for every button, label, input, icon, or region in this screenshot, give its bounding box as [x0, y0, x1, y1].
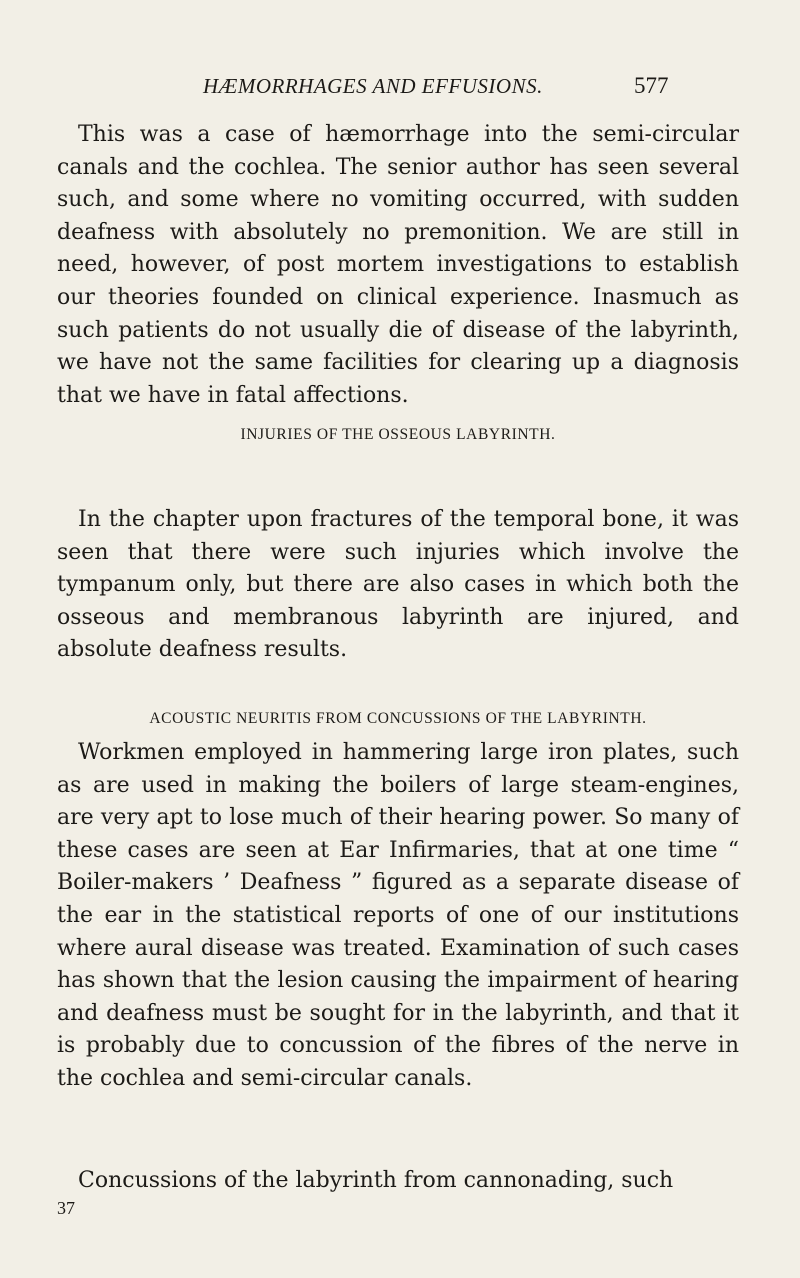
- signature-mark: 37: [57, 1198, 75, 1218]
- section-heading-injuries: INJURIES OF THE OSSEOUS LABYRINTH.: [240, 426, 556, 443]
- paragraph-cannonading: Concussions of the labyrinth from cannonading, such: [78, 1168, 674, 1193]
- page-number: 577: [634, 73, 669, 98]
- section-heading-acoustic-neuritis: ACOUSTIC NEURITIS FROM CONCUSSIONS OF THE LABYRINTH.: [149, 710, 647, 727]
- paragraph-haemorrhage: This was a case of hæmorrhage into the semi-circular canals and the cochlea. The senior author has seen several such, and some where no vomiting occurred, with sudden deafness with absolutely no premonition. We are still in need, however, of post mortem investigations to establish our theories founded on clinical experience. Inasmuch as such patients do not usually die of disease of the labyrinth, we have not the same facilities for clearing up a diagnosis that we have in fatal affections.: [57, 122, 739, 408]
- paragraph-boiler-makers: Workmen employed in hammering large iron plates, such as are used in making the boilers of large steam-engines, are very apt to lose much of their hearing power. So many of these cases are seen at Ear Infirmaries, that at one time “ Boiler-makers ’ Deafness ” figured as a separate disease of the ear in the statistical reports of one of our institutions where aural disease was treated. Examination of such cases has shown that the lesion causing the impairment of hearing and deafness must be sought for in the labyrinth, and that it is probably due to concussion of the fibres of the nerve in the cochlea and semi-circular canals.: [57, 740, 739, 1091]
- paragraph-fractures: In the chapter upon fractures of the temporal bone, it was seen that there were such injuries which involve the tympanum only, but there are also cases in which both the osseous and membranous labyrinth are injured, and absolute deafness results.: [57, 507, 739, 663]
- running-title: HÆMORRHAGES AND EFFUSIONS.: [203, 74, 543, 98]
